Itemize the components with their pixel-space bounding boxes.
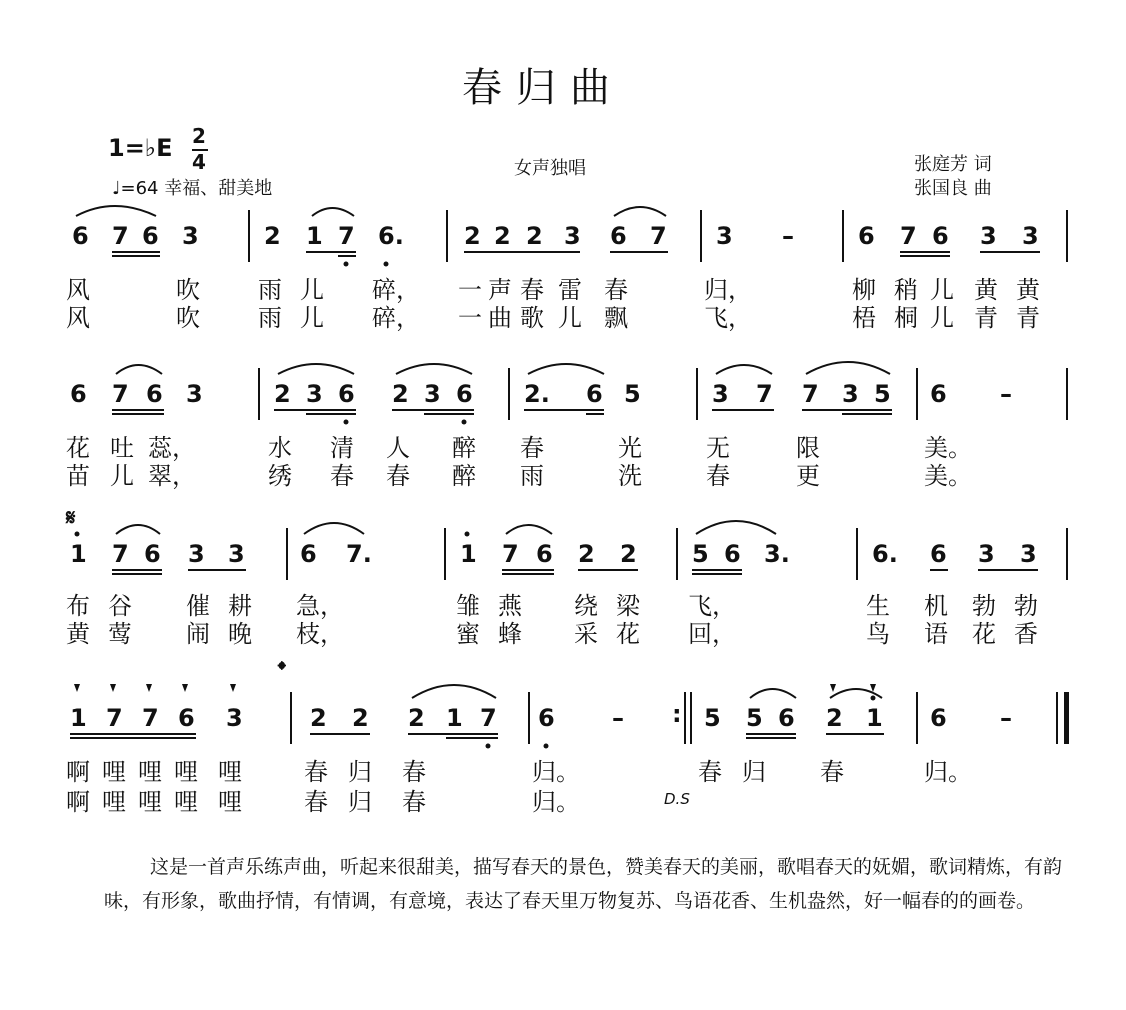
lyric: 急， xyxy=(296,592,344,620)
note: 7 xyxy=(480,704,497,732)
note: 2 xyxy=(526,222,543,250)
note: 6 xyxy=(930,704,947,732)
note: 2 xyxy=(392,380,409,408)
lyric: 生 xyxy=(866,592,890,620)
note: 3 xyxy=(712,380,729,408)
lyric: 采 xyxy=(574,620,598,648)
note: 6 xyxy=(610,222,627,250)
note: – xyxy=(1000,380,1012,408)
note: 7 xyxy=(802,380,819,408)
lyric: 声 xyxy=(488,276,512,304)
note: 7 xyxy=(142,704,159,732)
lyric: 黄 xyxy=(974,276,998,304)
lyric: 花 xyxy=(616,620,640,648)
note: 3 xyxy=(182,222,199,250)
lyric: 春 xyxy=(520,434,544,462)
octave-dot xyxy=(384,262,389,267)
lyric: 飞， xyxy=(704,304,752,332)
note: 3 xyxy=(564,222,581,250)
lyric: 黄 xyxy=(66,620,90,648)
lyric: 归 xyxy=(348,788,372,816)
lyric: 花 xyxy=(972,620,996,648)
note: – xyxy=(1000,704,1012,732)
staccato-mark xyxy=(830,684,836,692)
slur xyxy=(614,207,666,216)
coda-sign: 𝄌 xyxy=(278,658,286,683)
note: 6 xyxy=(142,222,159,250)
note: 6 xyxy=(300,540,317,568)
lyric: 勃 xyxy=(1014,592,1038,620)
octave-dot xyxy=(486,744,491,749)
slur xyxy=(116,525,160,534)
lyric: 春 xyxy=(402,788,426,816)
note: 2 xyxy=(264,222,281,250)
note: 6 xyxy=(70,380,87,408)
note: 6 xyxy=(778,704,795,732)
note: 5 xyxy=(704,704,721,732)
lyric: 醉 xyxy=(452,434,476,462)
slur xyxy=(304,523,364,534)
lyric: 青 xyxy=(974,304,998,332)
key-signature: 1=♭E xyxy=(108,134,173,162)
composer-credit: 张国良 曲 xyxy=(914,178,992,199)
lyric: 飞， xyxy=(688,592,736,620)
lyric: 苗 xyxy=(66,462,90,490)
note: 5 xyxy=(874,380,891,408)
note: 6 xyxy=(536,540,553,568)
note: 2 xyxy=(494,222,511,250)
lyric: 啊 xyxy=(66,788,90,816)
staccato-mark xyxy=(182,684,188,692)
note: 7 xyxy=(112,540,129,568)
note: 3. xyxy=(764,540,790,568)
lyric: 无 xyxy=(706,434,730,462)
lyric: 归 xyxy=(742,758,766,786)
lyric: 水 xyxy=(268,434,292,462)
lyric: 醉 xyxy=(452,462,476,490)
beam-line xyxy=(112,570,162,574)
slur xyxy=(696,521,776,534)
note: 2. xyxy=(524,380,550,408)
note: 6 xyxy=(724,540,741,568)
lyric: 雨 xyxy=(258,304,282,332)
lyric: 黄 xyxy=(1016,276,1040,304)
lyric: 香 xyxy=(1014,620,1038,648)
lyric: 归。 xyxy=(532,758,580,786)
lyric: 春 xyxy=(520,276,544,304)
note: 6 xyxy=(338,380,355,408)
note: 7 xyxy=(756,380,773,408)
note: 3 xyxy=(424,380,441,408)
lyric: 春 xyxy=(820,758,844,786)
octave-dot xyxy=(544,744,549,749)
note: 1 xyxy=(306,222,323,250)
note: 1 xyxy=(460,540,477,568)
note: 6 xyxy=(858,222,875,250)
note: 6 xyxy=(932,222,949,250)
note: 2 xyxy=(826,704,843,732)
note: 2 xyxy=(464,222,481,250)
beam-line xyxy=(274,410,356,414)
lyric: 清 xyxy=(330,434,354,462)
lyric: 限 xyxy=(796,434,820,462)
lyric: 归。 xyxy=(924,758,972,786)
note: 7 xyxy=(650,222,667,250)
lyric: 花 xyxy=(66,434,90,462)
lyric: 稍 xyxy=(894,276,918,304)
slur xyxy=(750,689,796,698)
octave-dot xyxy=(465,532,470,537)
note: 1 xyxy=(866,704,883,732)
lyric: 儿 xyxy=(930,276,954,304)
lyric: 机 xyxy=(924,592,948,620)
note: – xyxy=(782,222,794,250)
note: 3 xyxy=(186,380,203,408)
note: 3 xyxy=(1022,222,1039,250)
beam-line xyxy=(900,252,950,256)
lyric: 啊 xyxy=(66,758,90,786)
lyric: 洗 xyxy=(618,462,642,490)
lyric: 雷 xyxy=(558,276,582,304)
note: 7 xyxy=(900,222,917,250)
note: 2 xyxy=(620,540,637,568)
lyric: 布 xyxy=(66,592,90,620)
lyric: 雨 xyxy=(258,276,282,304)
staccato-mark xyxy=(146,684,152,692)
lyric: 人 xyxy=(386,434,410,462)
note: 6 xyxy=(586,380,603,408)
lyric: 燕 xyxy=(498,592,522,620)
lyric: 美。 xyxy=(924,462,972,490)
lyric: 蜜 xyxy=(456,620,480,648)
note: 1 xyxy=(70,704,87,732)
segno-sign: 𝄋 xyxy=(66,506,76,531)
lyric: 春 xyxy=(304,788,328,816)
lyric: 曲 xyxy=(488,304,512,332)
note: 3 xyxy=(716,222,733,250)
lyric: 哩 xyxy=(218,788,242,816)
note: 3 xyxy=(226,704,243,732)
octave-dot xyxy=(462,420,467,425)
lyric: 青 xyxy=(1016,304,1040,332)
note: 2 xyxy=(578,540,595,568)
octave-dot xyxy=(871,696,876,701)
slur xyxy=(116,365,162,374)
lyric: 谷 xyxy=(108,592,132,620)
lyric: 归 xyxy=(348,758,372,786)
lyric: 风 xyxy=(66,304,90,332)
beam-line xyxy=(524,410,604,414)
slur xyxy=(278,364,354,374)
time-signature-top: 2 xyxy=(192,124,206,148)
note: 5 xyxy=(692,540,709,568)
lyric: 哩 xyxy=(174,758,198,786)
note: 2 xyxy=(274,380,291,408)
note: 6 xyxy=(72,222,89,250)
lyric: 归。 xyxy=(532,788,580,816)
lyric: 莺 xyxy=(108,620,132,648)
lyric: 催 xyxy=(186,592,210,620)
lyric: 春 xyxy=(304,758,328,786)
lyric: 吹 xyxy=(176,276,200,304)
note: 6. xyxy=(378,222,404,250)
octave-dot xyxy=(75,532,80,537)
lyric: 鸟 xyxy=(866,620,890,648)
lyric: 儿 xyxy=(930,304,954,332)
note: 1 xyxy=(70,540,87,568)
note: 7. xyxy=(346,540,372,568)
lyric: 春 xyxy=(386,462,410,490)
note: 7 xyxy=(502,540,519,568)
lyric: 梧 xyxy=(852,304,876,332)
note: 5 xyxy=(746,704,763,732)
note: 7 xyxy=(338,222,355,250)
note: 3 xyxy=(842,380,859,408)
lyric: 一 xyxy=(458,304,482,332)
lyric: 枝， xyxy=(296,620,344,648)
note: 6 xyxy=(146,380,163,408)
lyric: 光 xyxy=(618,434,642,462)
note: 1 xyxy=(446,704,463,732)
lyric: 绣 xyxy=(268,462,292,490)
note: 6. xyxy=(872,540,898,568)
lyric: 碎， xyxy=(372,276,420,304)
slur xyxy=(806,362,890,374)
lyric: 耕 xyxy=(228,592,252,620)
slur xyxy=(506,525,552,534)
note: 6 xyxy=(144,540,161,568)
note: 5 xyxy=(624,380,641,408)
lyric: 雏 xyxy=(456,592,480,620)
tempo-marking: ♩=64 幸福、甜美地 xyxy=(112,178,273,199)
lyric: 飘 xyxy=(604,304,628,332)
slur xyxy=(412,685,496,698)
beam-line xyxy=(112,252,160,256)
note: 7 xyxy=(112,222,129,250)
lyric: 哩 xyxy=(102,788,126,816)
beam-line xyxy=(306,252,356,256)
slur xyxy=(312,208,354,216)
lyric: 蕊， xyxy=(148,434,196,462)
staccato-mark xyxy=(230,684,236,692)
beam-line xyxy=(746,734,796,738)
note: 7 xyxy=(106,704,123,732)
slur xyxy=(396,364,472,374)
note: 6 xyxy=(456,380,473,408)
lyric: 晚 xyxy=(228,620,252,648)
octave-dot xyxy=(344,420,349,425)
lyric: 歌 xyxy=(520,304,544,332)
note: 3 xyxy=(980,222,997,250)
lyric: 哩 xyxy=(138,788,162,816)
note: 6 xyxy=(930,540,947,568)
lyric: 哩 xyxy=(102,758,126,786)
note: 7 xyxy=(112,380,129,408)
lyric: 春 xyxy=(698,758,722,786)
note: 2 xyxy=(352,704,369,732)
lyric: 碎， xyxy=(372,304,420,332)
lyric: 儿 xyxy=(558,304,582,332)
beam-line xyxy=(70,734,196,738)
staccato-mark xyxy=(110,684,116,692)
staccato-mark xyxy=(74,684,80,692)
note: 2 xyxy=(310,704,327,732)
note: – xyxy=(612,704,624,732)
repeat-sign: : xyxy=(672,700,682,728)
note: 3 xyxy=(1020,540,1037,568)
note: 6 xyxy=(930,380,947,408)
lyric: 风 xyxy=(66,276,90,304)
note: 6 xyxy=(178,704,195,732)
lyric: 雨 xyxy=(520,462,544,490)
lyric: 哩 xyxy=(138,758,162,786)
lyric: 更 xyxy=(796,462,820,490)
lyric: 归， xyxy=(704,276,752,304)
note: 3 xyxy=(188,540,205,568)
beam-line xyxy=(692,570,742,574)
lyric: 哩 xyxy=(174,788,198,816)
staccato-mark xyxy=(870,684,876,692)
lyric: 吐 xyxy=(110,434,134,462)
song-title: 春归曲 xyxy=(462,65,624,111)
lyric: 勃 xyxy=(972,592,996,620)
time-signature-bottom: 4 xyxy=(192,150,206,174)
lyric: 春 xyxy=(402,758,426,786)
lyric: 闹 xyxy=(186,620,210,648)
slur xyxy=(716,365,772,374)
beam-line xyxy=(408,734,498,738)
lyric: 蜂 xyxy=(498,620,522,648)
lyric: 儿 xyxy=(110,462,134,490)
lyric: 春 xyxy=(330,462,354,490)
lyric: 翠， xyxy=(148,462,196,490)
lyric: 一 xyxy=(458,276,482,304)
beam-line xyxy=(502,570,554,574)
note: 3 xyxy=(228,540,245,568)
beam-line xyxy=(392,410,474,414)
lyric: 春 xyxy=(604,276,628,304)
lyric: 柳 xyxy=(852,276,876,304)
lyric: 绕 xyxy=(574,592,598,620)
lyric: 春 xyxy=(706,462,730,490)
beam-line xyxy=(112,410,164,414)
slur xyxy=(528,364,604,374)
lyric: 美。 xyxy=(924,434,972,462)
description-paragraph: 这是一首声乐练声曲，听起来很甜美，描写春天的景色，赞美春天的美丽，歌唱春天的妩媚，歌词精炼，有韵味，有形象，歌曲抒情，有情调，有意境，表达了春天里万物复苏、鸟语花香、生机盎然，好一幅春的的画卷。 xyxy=(104,856,1063,912)
performance-note: 女声独唱 xyxy=(514,158,586,179)
note: 3 xyxy=(978,540,995,568)
ds-marking: D.S xyxy=(664,790,690,808)
note: 6 xyxy=(538,704,555,732)
lyric: 桐 xyxy=(894,304,918,332)
beam-line xyxy=(802,410,892,414)
lyric: 儿 xyxy=(300,304,324,332)
lyric: 回， xyxy=(688,620,736,648)
note: 2 xyxy=(408,704,425,732)
lyric: 哩 xyxy=(218,758,242,786)
lyricist-credit: 张庭芳 词 xyxy=(914,154,992,175)
octave-dot xyxy=(344,262,349,267)
slur xyxy=(76,206,156,216)
note: 3 xyxy=(306,380,323,408)
lyric: 吹 xyxy=(176,304,200,332)
lyric: 儿 xyxy=(300,276,324,304)
lyric: 梁 xyxy=(616,592,640,620)
lyric: 语 xyxy=(924,620,948,648)
